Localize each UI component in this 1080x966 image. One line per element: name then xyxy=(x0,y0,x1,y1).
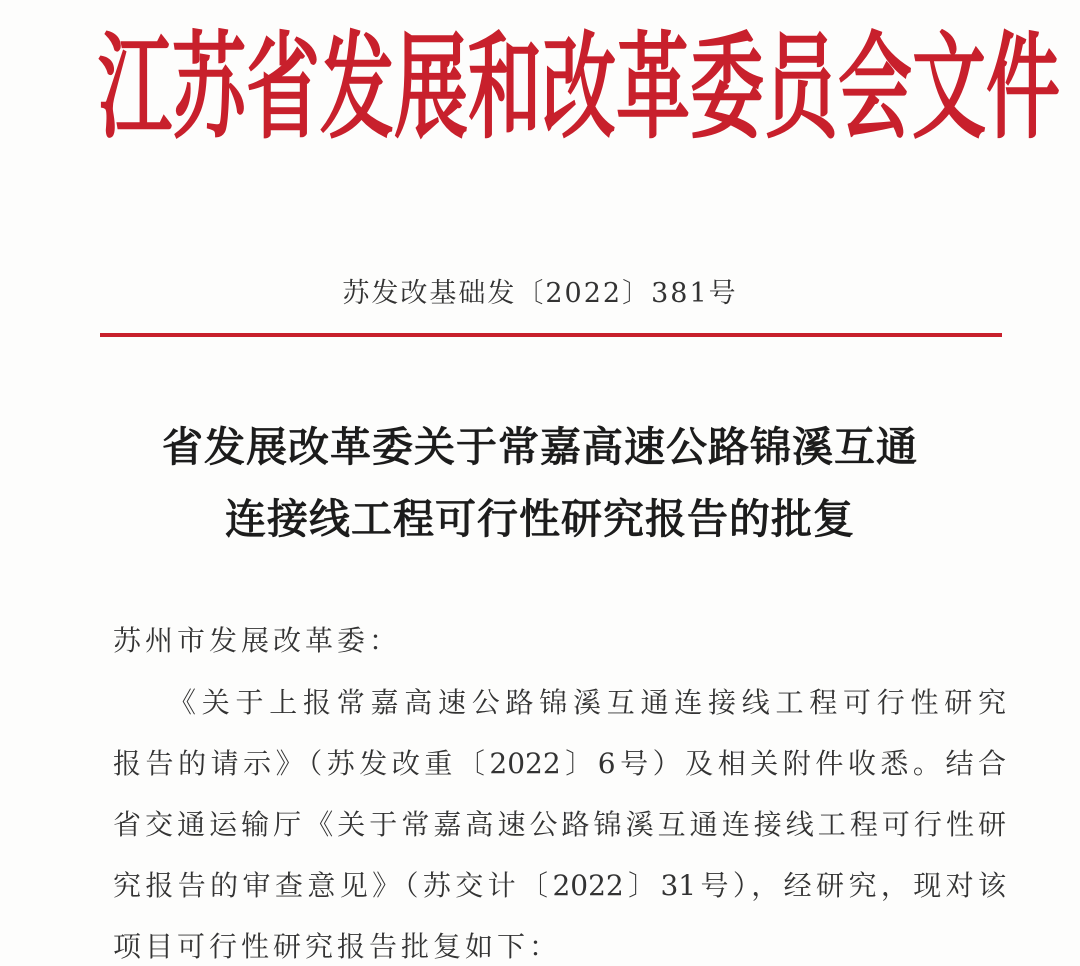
masthead-char: 展 xyxy=(394,21,468,155)
document-number: 苏发改基础发〔2022〕381号 xyxy=(342,278,738,309)
masthead-char: 省 xyxy=(246,21,320,155)
body-text-line: 报告的请示》（苏发改重〔2022〕6号）及相关附件收悉。结合 xyxy=(113,747,1006,780)
masthead-char: 苏 xyxy=(172,21,246,155)
body-text-line: 《关于上报常嘉高速公路锦溪互通连接线工程可行性研究 xyxy=(168,686,1006,719)
document-title-line-1: 省发展改革委关于常嘉高速公路锦溪互通 xyxy=(162,423,918,471)
masthead-char: 委 xyxy=(690,21,764,155)
masthead-char: 和 xyxy=(468,21,542,155)
masthead-char: 员 xyxy=(764,21,838,155)
masthead-char: 革 xyxy=(616,21,690,155)
addressee: 苏州市发展改革委： xyxy=(113,624,402,657)
masthead-char: 件 xyxy=(986,21,1060,155)
masthead-char: 改 xyxy=(542,21,616,155)
masthead-char: 江 xyxy=(98,21,172,155)
body-text-line: 究报告的审查意见》（苏交计〔2022〕31号），经研究，现对该 xyxy=(113,869,1006,902)
red-separator-line xyxy=(100,333,1002,337)
masthead-char: 会 xyxy=(838,21,912,155)
masthead-char: 文 xyxy=(912,21,986,155)
body-text-line: 项目可行性研究报告批复如下： xyxy=(113,930,562,963)
masthead-title xyxy=(98,18,1060,158)
document-title-line-2: 连接线工程可行性研究报告的批复 xyxy=(225,495,855,543)
masthead-char: 发 xyxy=(320,21,394,155)
body-text-line: 省交通运输厅《关于常嘉高速公路锦溪互通连接线工程可行性研 xyxy=(113,808,1006,841)
